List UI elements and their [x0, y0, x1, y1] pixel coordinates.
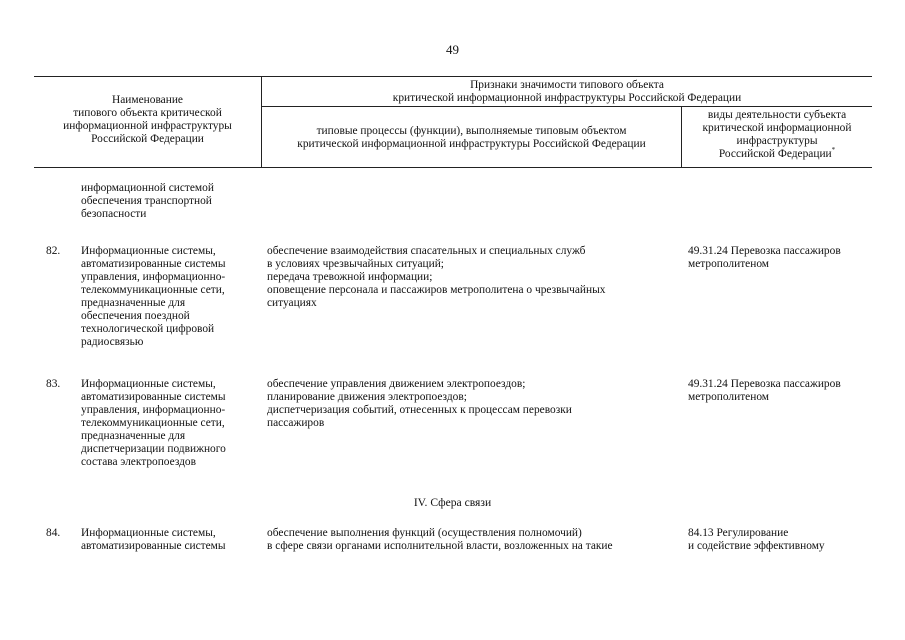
header-name-column: Наименование типового объекта критической информационной инфраструктуры Российской Федерации — [63, 94, 232, 145]
header-group-rule — [262, 106, 872, 107]
header-activity-column — [682, 109, 872, 161]
row-name: Информационные системы, автоматизированные системы управления, информационно- телекоммуникационные сети, предназначенные для диспетчеризации подвижного состава электропоездов — [81, 378, 226, 468]
row-processes: обеспечение взаимодействия спасательных и специальных служб в условиях чрезвычайных ситуаций; передача тревожной информации; оповещение персонала и пассажиров метрополитена о чрезвычайных ситуациях — [267, 245, 606, 309]
row-activity: 84.13 Регулирование и содействие эффективному — [688, 527, 825, 552]
footnote-mark: * — [831, 146, 836, 155]
header-bottom-rule — [34, 167, 872, 168]
header-processes-column: типовые процессы (функции), выполняемые типовым объектом критической информационной инфраструктуры Российской Федерации — [297, 125, 646, 150]
header-group-title: Признаки значимости типового объекта критической информационной инфраструктуры Российской Федерации — [392, 79, 742, 104]
header-activity-text: виды деятельности субъекта критической информационной инфраструктуры Российской Федерации — [702, 109, 852, 160]
row-activity: 49.31.24 Перевозка пассажиров метрополитеном — [688, 245, 841, 270]
row-name: Информационные системы, автоматизированные системы управления, информационно- телекоммуникационные сети, предназначенные для обеспечения поездной технологической цифровой радиосвязью — [81, 245, 226, 348]
continuation-name: информационной системой обеспечения транспортной безопасности — [81, 182, 214, 220]
row-number: 83. — [46, 378, 61, 390]
header-top-rule — [34, 76, 872, 77]
section-title: IV. Сфера связи — [413, 496, 492, 509]
row-number: 84. — [46, 527, 61, 539]
table-header — [34, 76, 872, 168]
row-number: 82. — [46, 245, 61, 257]
row-processes: обеспечение управления движением электропоездов; планирование движения электропоездов; диспетчеризация событий, отнесенных к процессам перевозки пассажиров — [267, 378, 572, 429]
row-activity: 49.31.24 Перевозка пассажиров метрополитеном — [688, 378, 841, 403]
page-number: 49 — [446, 42, 459, 57]
row-processes: обеспечение выполнения функций (осуществления полномочий) в сфере связи органами исполнительной власти, возложенных на такие — [267, 527, 613, 552]
row-name: Информационные системы, автоматизированные системы — [81, 527, 226, 552]
